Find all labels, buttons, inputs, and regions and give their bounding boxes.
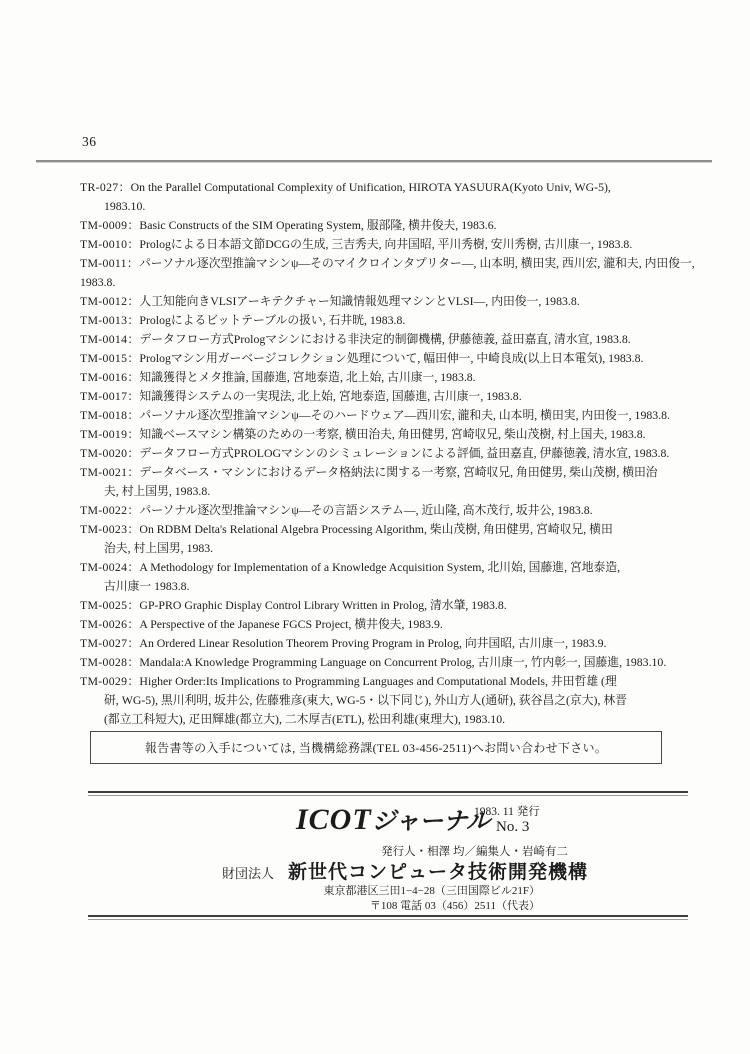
report-entry (80, 235, 716, 254)
report-entry (80, 349, 716, 368)
report-id: TM-0011： (80, 256, 139, 270)
report-id: TM-0020： (80, 446, 140, 460)
report-id: TM-0017： (80, 389, 140, 403)
report-text: 知識獲得とメタ推論, 国藤進, 宮地泰造, 北上始, 古川康一, 1983.8. (139, 370, 476, 384)
report-entry-continuation: 夫, 村上国男, 1983.8. (104, 484, 211, 498)
report-text: 知識獲得システムの一実現法, 北上始, 宮地泰造, 国藤進, 古川康一, 1983.8. (139, 389, 522, 403)
report-id: TM-0026： (80, 617, 140, 631)
journal-title-kana: ジャーナル (371, 809, 491, 835)
report-entry (80, 178, 716, 216)
organization-address: 東京都港区三田1−4−28（三田国際ビル21F） (323, 885, 540, 897)
colophon-bottom-rule (88, 915, 688, 920)
report-text: On RDBM Delta's Relational Algebra Processing Algorithm, 柴山茂樹, 角田健男, 宮崎収兄, 横田 (139, 522, 613, 536)
report-entry (80, 615, 716, 634)
report-id: TM-0025： (80, 598, 140, 612)
report-id: TM-0015： (80, 351, 140, 365)
report-text: パーソナル逐次型推論マシンψ—そのハードウェア—西川宏, 瀧和夫, 山本明, 横田実, 内田俊一, 1983.8. (139, 408, 670, 422)
report-entry (80, 463, 716, 501)
report-id: TM-0029： (80, 674, 140, 688)
report-entry-line (80, 463, 716, 482)
report-entry (80, 653, 716, 672)
report-entry-line (80, 501, 716, 520)
publisher-editor-line: 発行人・相澤 均／編集人・岩崎有二 (381, 846, 568, 858)
report-entry-line (80, 368, 716, 387)
report-entry-line (80, 235, 716, 254)
report-entry (80, 330, 716, 349)
organization-phone: 〒108 電話 03（456）2511（代表） (369, 900, 540, 912)
report-entry (80, 292, 716, 311)
report-text: 人工知能向きVLSIアーキテクチャー知識情報処理マシンとVLSI—, 内田俊一, 1983.8. (139, 294, 580, 308)
report-text: A Perspective of the Japanese FGCS Project, 横井俊夫, 1983.9. (139, 617, 443, 631)
report-entry-line (80, 216, 716, 235)
report-list (80, 178, 716, 729)
report-entry-continuation: 1983.10. (104, 199, 146, 213)
report-id: TM-0028： (80, 655, 140, 669)
report-entry (80, 387, 716, 406)
report-text: パーソナル逐次型推論マシンψ—その言語システム—, 近山隆, 高木茂行, 坂井公, 1983.8. (139, 503, 593, 517)
report-entry-line (80, 596, 716, 615)
report-entry-line (80, 349, 716, 368)
report-entry-line (80, 558, 716, 577)
report-entry-continuation: 古川康一 1983.8. (104, 579, 190, 593)
report-entry-continuation: (都立工科短大), 疋田輝雄(都立大), 二木厚吉(ETL), 松田利雄(東理大), 1983.10. (104, 712, 506, 726)
report-text: Prologによるビットテーブルの扱い, 石井晄, 1983.8. (139, 313, 406, 327)
report-id: TM-0014： (80, 332, 140, 346)
report-text: An Ordered Linear Resolution Theorem Proving Program in Prolog, 向井国昭, 古川康一, 1983.9. (139, 636, 607, 650)
report-text: On the Parallel Computational Complexity of Unification, HIROTA YASUURA(Kyoto Univ, WG-5), (130, 180, 611, 194)
report-entry (80, 311, 716, 330)
report-entry (80, 216, 716, 235)
report-entry-line (80, 672, 716, 691)
report-text: データフロー方式PROLOGマシンのシミュレーションによる評価, 益田嘉直, 伊藤徳義, 清水宣, 1983.8. (139, 446, 670, 460)
report-text: データフロー方式Prologマシンにおける非決定的制御機構, 伊藤徳義, 益田嘉直, 清水宣, 1983.8. (139, 332, 631, 346)
report-entry (80, 672, 716, 729)
report-entry-continuation: 研, WG-5), 黒川利明, 坂井公, 佐藤雅彦(東大, WG-5・以下同じ), 外山方人(通研), 荻谷昌之(京大), 林晋 (104, 693, 627, 707)
journal-title (296, 801, 490, 837)
report-id: TM-0019： (80, 427, 140, 441)
report-text: Mandala:A Knowledge Programming Language on Concurrent Prolog, 古川康一, 竹内彰一, 国藤進, 1983.10. (139, 655, 667, 669)
report-entry (80, 406, 716, 425)
report-entry-line (80, 387, 716, 406)
report-entry-line (80, 406, 716, 425)
report-text: 知識ベースマシン構築のための一考察, 横田治夫, 角田健男, 宮崎収兄, 柴山茂樹, 村上国夫, 1983.8. (139, 427, 646, 441)
report-entry-line (80, 254, 716, 292)
organization-name: 新世代コンピュータ技術開発機構 (287, 862, 588, 883)
page-number: 36 (82, 134, 97, 149)
issue-info (474, 803, 634, 836)
notice-text: 報告書等の入手については, 当機構総務課(TEL 03-456-2511)へお問い合わせ下さい。 (144, 741, 608, 755)
report-text: Prologによる日本語文節DCGの生成, 三吉秀夫, 向井国昭, 平川秀樹, 安川秀樹, 古川康一, 1983.8. (139, 237, 633, 251)
issue-date: 1983. 11 発行 (474, 806, 540, 818)
report-text: Prologマシン用ガーベージコレクション処理について, 幅田伸一, 中崎良成(以上日本電気), 1983.8. (139, 351, 644, 365)
report-entry (80, 501, 716, 520)
report-entry-line (80, 634, 716, 653)
report-entry (80, 444, 716, 463)
report-entry-line (80, 444, 716, 463)
report-entry-line (80, 292, 716, 311)
report-entry (80, 425, 716, 444)
report-entry-line (80, 425, 716, 444)
report-text: データベース・マシンにおけるデータ格納法に関する一考察, 宮崎収兄, 角田健男, 柴山茂樹, 横田治 (139, 465, 658, 479)
report-id: TM-0016： (80, 370, 140, 384)
report-entry (80, 634, 716, 653)
report-entry (80, 254, 716, 292)
organization-line (222, 857, 588, 884)
report-entry (80, 520, 716, 558)
report-id: TM-0018： (80, 408, 140, 422)
report-entry (80, 596, 716, 615)
report-entry-continuation: 治夫, 村上国男, 1983. (104, 541, 214, 555)
report-id: TM-0022： (80, 503, 140, 517)
colophon-top-rule (88, 791, 688, 796)
report-id: TM-0024： (80, 560, 140, 574)
report-entry-line (80, 330, 716, 349)
report-entry (80, 368, 716, 387)
report-entry-line (80, 178, 716, 197)
report-text: Basic Constructs of the SIM Operating System, 服部隆, 横井俊夫, 1983.6. (139, 218, 497, 232)
report-text: A Methodology for Implementation of a Knowledge Acquisition System, 北川始, 国藤進, 宮地泰造, (139, 560, 621, 574)
report-text: パーソナル逐次型推論マシンψ—そのマイクロインタプリター—, 山本明, 横田実, 西川宏, 瀧和夫, 内田俊一, 1983.8. (80, 256, 695, 289)
report-entry-line (80, 311, 716, 330)
notice-box (90, 731, 662, 764)
report-entry-line (80, 653, 716, 672)
report-entry-line (80, 615, 716, 634)
report-text: GP-PRO Graphic Display Control Library Written in Prolog, 清水肇, 1983.8. (139, 598, 507, 612)
header-rule (36, 160, 712, 163)
report-id: TM-0009： (80, 218, 140, 232)
report-id: TR-027： (80, 180, 131, 194)
report-entry-line (80, 520, 716, 539)
issue-number: No. 3 (496, 819, 530, 835)
report-id: TM-0013： (80, 313, 140, 327)
report-text: Higher Order:Its Implications to Programming Languages and Computational Models, 井田哲雄 (理 (139, 674, 617, 688)
report-entry (80, 558, 716, 596)
report-id: TM-0027： (80, 636, 140, 650)
report-id: TM-0023： (80, 522, 140, 536)
report-id: TM-0012： (80, 294, 140, 308)
journal-title-latin: ICOT (296, 803, 372, 836)
organization-prefix: 財団法人 (221, 866, 274, 881)
report-id: TM-0021： (80, 465, 140, 479)
report-id: TM-0010： (80, 237, 140, 251)
colophon (88, 791, 688, 923)
